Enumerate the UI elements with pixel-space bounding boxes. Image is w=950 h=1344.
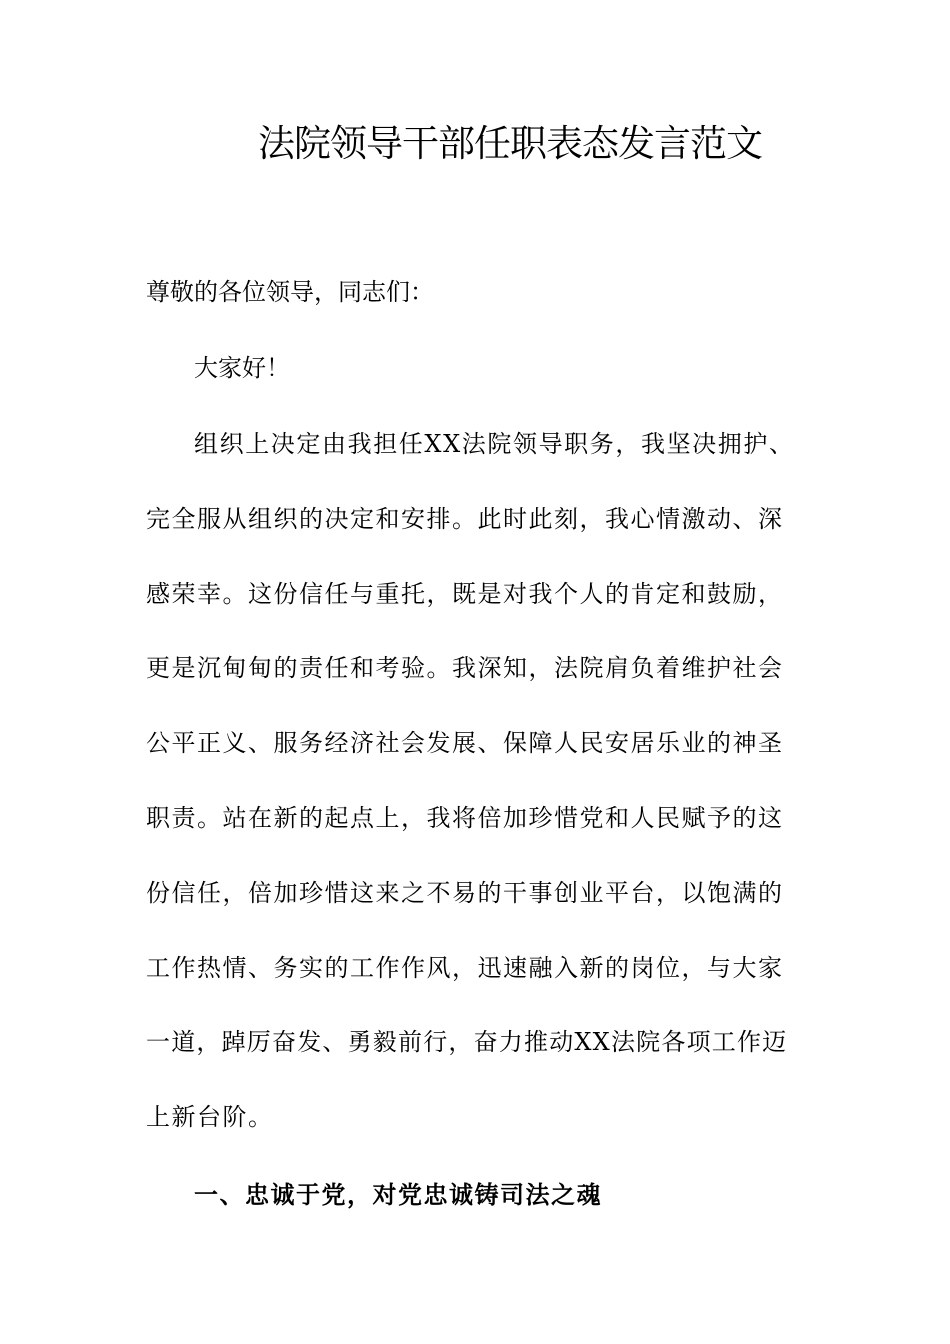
paragraph-line: 组织上决定由我担任XX法院领导职务，我坚决拥护、 [194, 430, 795, 458]
paragraph-line: 工作热情、务实的工作作风，迅速融入新的岗位，与大家 [146, 954, 784, 982]
salutation: 尊敬的各位领导，同志们： [146, 278, 434, 306]
paragraph-line: 份信任，倍加珍惜这来之不易的干事创业平台，以饱满的 [146, 879, 784, 907]
greeting: 大家好！ [194, 354, 290, 382]
document-body [146, 0, 806, 1344]
document-title: 法院领导干部任职表态发言范文 [258, 122, 762, 165]
paragraph-line: 公平正义、服务经济社会发展、保障人民安居乐业的神圣 [146, 729, 784, 757]
paragraph-line: 完全服从组织的决定和安排。此时此刻，我心情激动、深 [146, 505, 784, 533]
section-heading: 一、忠诚于党，对党忠诚铸司法之魂 [194, 1181, 602, 1209]
paragraph-line: 上新台阶。 [146, 1103, 274, 1131]
paragraph-line: 一道，踔厉奋发、勇毅前行，奋力推动XX法院各项工作迈 [146, 1028, 788, 1056]
paragraph-line: 职责。站在新的起点上，我将倍加珍惜党和人民赋予的这 [146, 804, 784, 832]
paragraph-line: 更是沉甸甸的责任和考验。我深知，法院肩负着维护社会 [146, 654, 784, 682]
paragraph-line: 感荣幸。这份信任与重托，既是对我个人的肯定和鼓励， [146, 580, 784, 608]
